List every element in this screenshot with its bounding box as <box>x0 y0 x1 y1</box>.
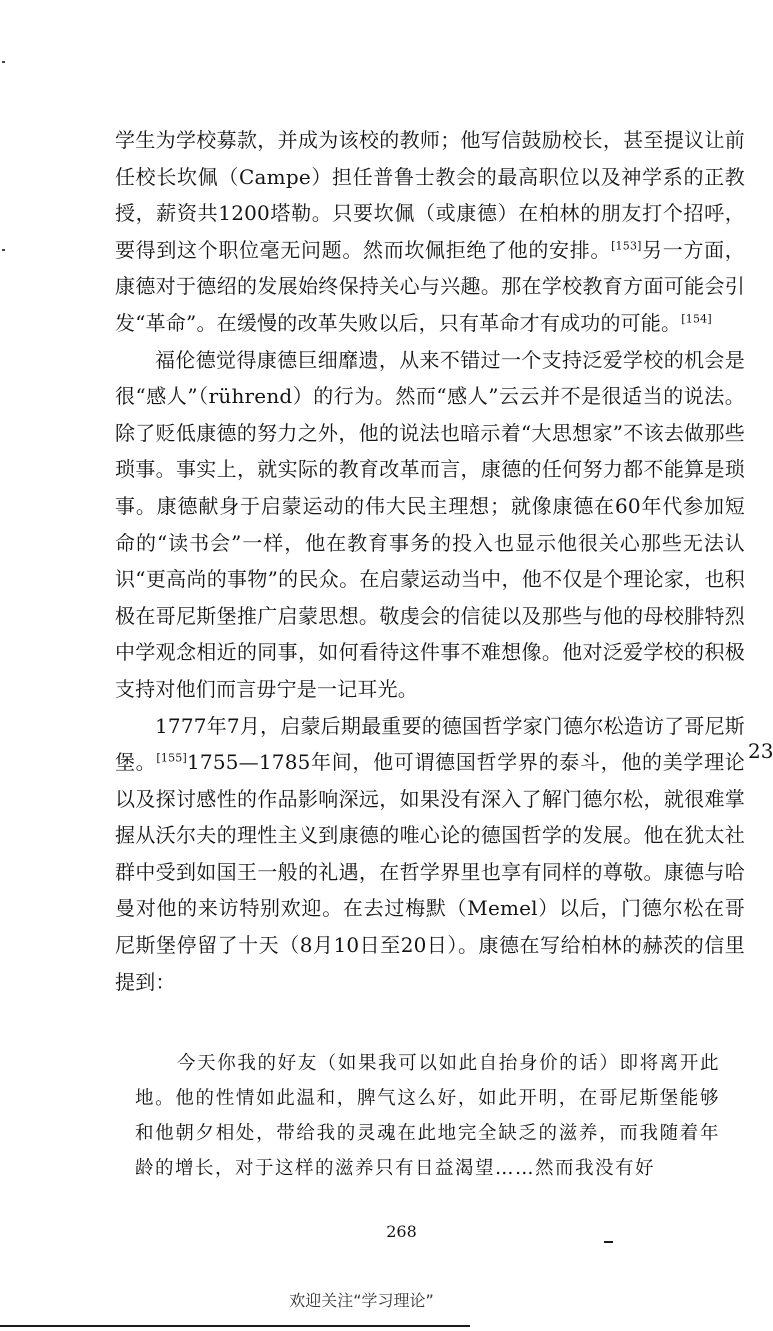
text-segment: 1755—1785年间，他可谓德国哲学界的泰斗，他的美学理论以及探讨感性的作品影响深远，如果没有深入了解门德尔松，就很难掌握从沃尔夫的理性主义到康德的唯心论的德国哲学的发展。他在犹太社群中受到如国王一般的礼遇，在哲学界里也享有同样的尊敬。康德与哈曼对他的来访特别欢迎。在去过梅默（Memel）以后，门德尔松在哥尼斯堡停留了十天（8月10日至20日）。康德在写给柏林的赫茨的信里提到： <box>115 750 745 994</box>
scan-artifact-mark <box>2 249 5 251</box>
footer-watermark-text: 欢迎关注“学习理论” <box>289 1291 434 1310</box>
page-number: 268 <box>386 1222 417 1241</box>
text-segment: 福伦德觉得康德巨细靡遗，从来不错过一个支持泛爱学校的机会是很“感人”（rührend）的行为。然而“感人”云云并不是很适当的说法。除了贬低康德的努力之外，他的说法也暗示着“大思想家”不该去做那些琐事。事实上，就实际的教育改革而言，康德的任何努力都不能算是琐事。康德献身于启蒙运动的伟大民主理想；就像康德在60年代参加短命的“读书会”一样，他在教育事务的投入也显示他很关心那些无法认识“更高尚的事物”的民众。在启蒙运动当中，他不仅是个理论家，也积极在哥尼斯堡推广启蒙思想。敬虔会的信徒以及那些与他的母校腓特烈中学观念相近的同事，如何看待这件事不难想像。他对泛爱学校的积极支持对他们而言毋宁是一记耳光。 <box>115 347 745 701</box>
text-segment: 另一方面，康德对于德绍的发展始终保持关心与兴趣。那在学校教育方面可能会引发“革命”。在缓慢的改革失败以后，只有革命才有成功的可能。 <box>115 237 745 335</box>
scan-artifact-mark <box>2 61 5 63</box>
main-text <box>115 122 745 1000</box>
footnote-ref-153[interactable]: [153] <box>611 239 642 253</box>
scan-artifact-dash <box>604 1241 613 1243</box>
original-page-marker: 23 <box>748 739 773 763</box>
text-segment: 1777年7月，启蒙后期最重要的德国哲学家门德尔松造访了哥尼斯堡。 <box>115 713 745 775</box>
text-segment: 学生为学校募款，并成为该校的教师；他写信鼓励校长，甚至提议让前任校长坎佩（Campe）担任普鲁士教会的最高职位以及神学系的正教授，薪资共1200塔勒。只要坎佩（或康德）在柏林的朋友打个招呼，要得到这个职位毫无问题。然而坎佩拒绝了他的安排。 <box>115 128 745 262</box>
footnote-ref-154[interactable]: [154] <box>681 312 712 326</box>
scan-artifact-line <box>0 1325 470 1327</box>
paragraph-3 <box>115 708 745 1001</box>
paragraph-1 <box>115 122 745 342</box>
paragraph-2 <box>115 342 745 708</box>
block-quote <box>135 1046 720 1186</box>
footnote-ref-155[interactable]: [155] <box>156 751 187 765</box>
quote-text: 今天你我的好友（如果我可以如此自抬身价的话）即将离开此地。他的性情如此温和，脾气这么好，如此开明，在哥尼斯堡能够和他朝夕相处，带给我的灵魂在此地完全缺乏的滋养，而我随着年龄的增长，对于这样的滋养只有日益渴望……然而我没有好 <box>135 1053 720 1179</box>
